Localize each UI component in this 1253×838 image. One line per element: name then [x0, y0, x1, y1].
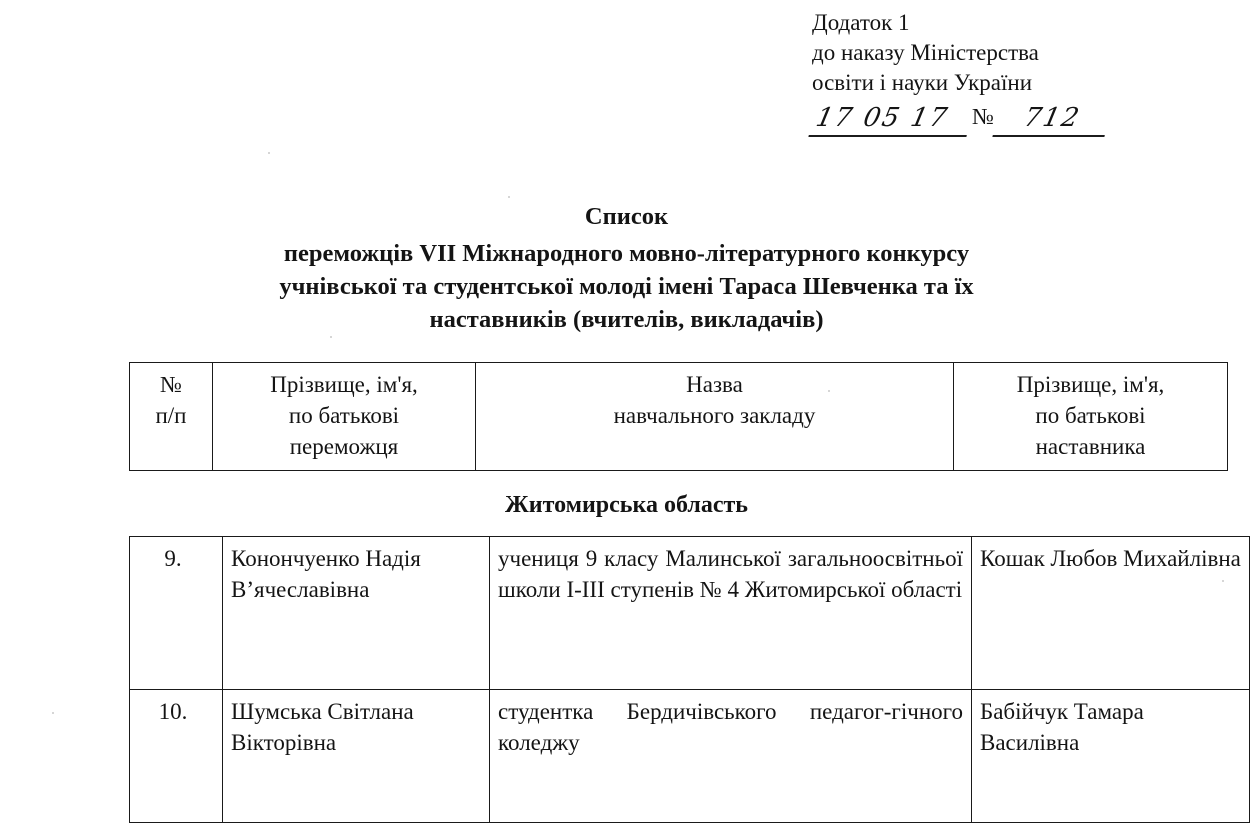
scan-speck [1222, 580, 1224, 582]
page-title: Список [584, 203, 669, 230]
header-number-line-2: п/п [155, 403, 187, 428]
row-school-name: учениця 9 класу Малинської загальноосвітньої школи I-III ступенів № 4 Житомирської області [490, 537, 972, 690]
handwritten-order-line [812, 102, 1232, 138]
handwritten-order-number: 712 [992, 103, 1111, 137]
winners-table [129, 536, 1250, 823]
header-number-line-1: № [160, 372, 182, 397]
row-number: 10. [130, 690, 223, 823]
header-school-line-2: навчального закладу [613, 403, 816, 428]
page-subtitle [0, 237, 1253, 336]
header-cell-number [130, 363, 213, 471]
header-winner-line-2: по батькові [288, 403, 400, 428]
subtitle-line-1: переможців VII Міжнародного мовно-літературного конкурсу [283, 240, 970, 267]
scan-speck [330, 336, 332, 338]
document-header [812, 8, 1232, 138]
handwritten-date: 17 05 17 [808, 103, 973, 137]
header-line-3: освіти і науки України [812, 70, 1033, 95]
header-line-1: Додаток 1 [812, 10, 910, 35]
scan-speck [828, 390, 830, 392]
header-cell-winner [213, 363, 476, 471]
table-row [130, 537, 1250, 690]
table-column-headers [129, 362, 1228, 471]
row-mentor-name: Кошак Любов Михайлівна [972, 537, 1250, 690]
header-cell-school [476, 363, 954, 471]
header-mentor-line-2: по батькові [1035, 403, 1146, 428]
subtitle-line-2: учнівської та студентської молоді імені Тараса Шевченка та їх [279, 273, 974, 300]
table-row [130, 690, 1250, 823]
header-cell-mentor [954, 363, 1228, 471]
row-winner-name: Конончуенко Надія В’ячеславівна [223, 537, 490, 690]
row-mentor-name: Бабійчук Тамара Василівна [972, 690, 1250, 823]
row-number: 9. [130, 537, 223, 690]
row-winner-name: Шумська Світлана Вікторівна [223, 690, 490, 823]
header-winner-line-3: переможця [289, 434, 399, 459]
header-winner-line-1: Прізвище, ім'я, [270, 372, 418, 397]
header-line-2: до наказу Міністерства [812, 40, 1039, 65]
scan-speck [268, 152, 270, 154]
table-header-row [130, 363, 1228, 471]
region-heading: Житомирська область [505, 492, 748, 518]
header-school-line-1: Назва [686, 372, 743, 397]
scan-speck [508, 196, 510, 198]
header-mentor-line-1: Прізвище, ім'я, [1016, 372, 1165, 397]
row-school-name: студентка Бердичівського педагог-гічного коледжу [490, 690, 972, 823]
scan-speck [52, 712, 54, 714]
number-sign-label: № [972, 104, 994, 129]
subtitle-line-3: наставників (вчителів, викладачів) [429, 306, 824, 333]
document-title-block [0, 200, 1253, 336]
header-mentor-line-3: наставника [1035, 434, 1146, 459]
